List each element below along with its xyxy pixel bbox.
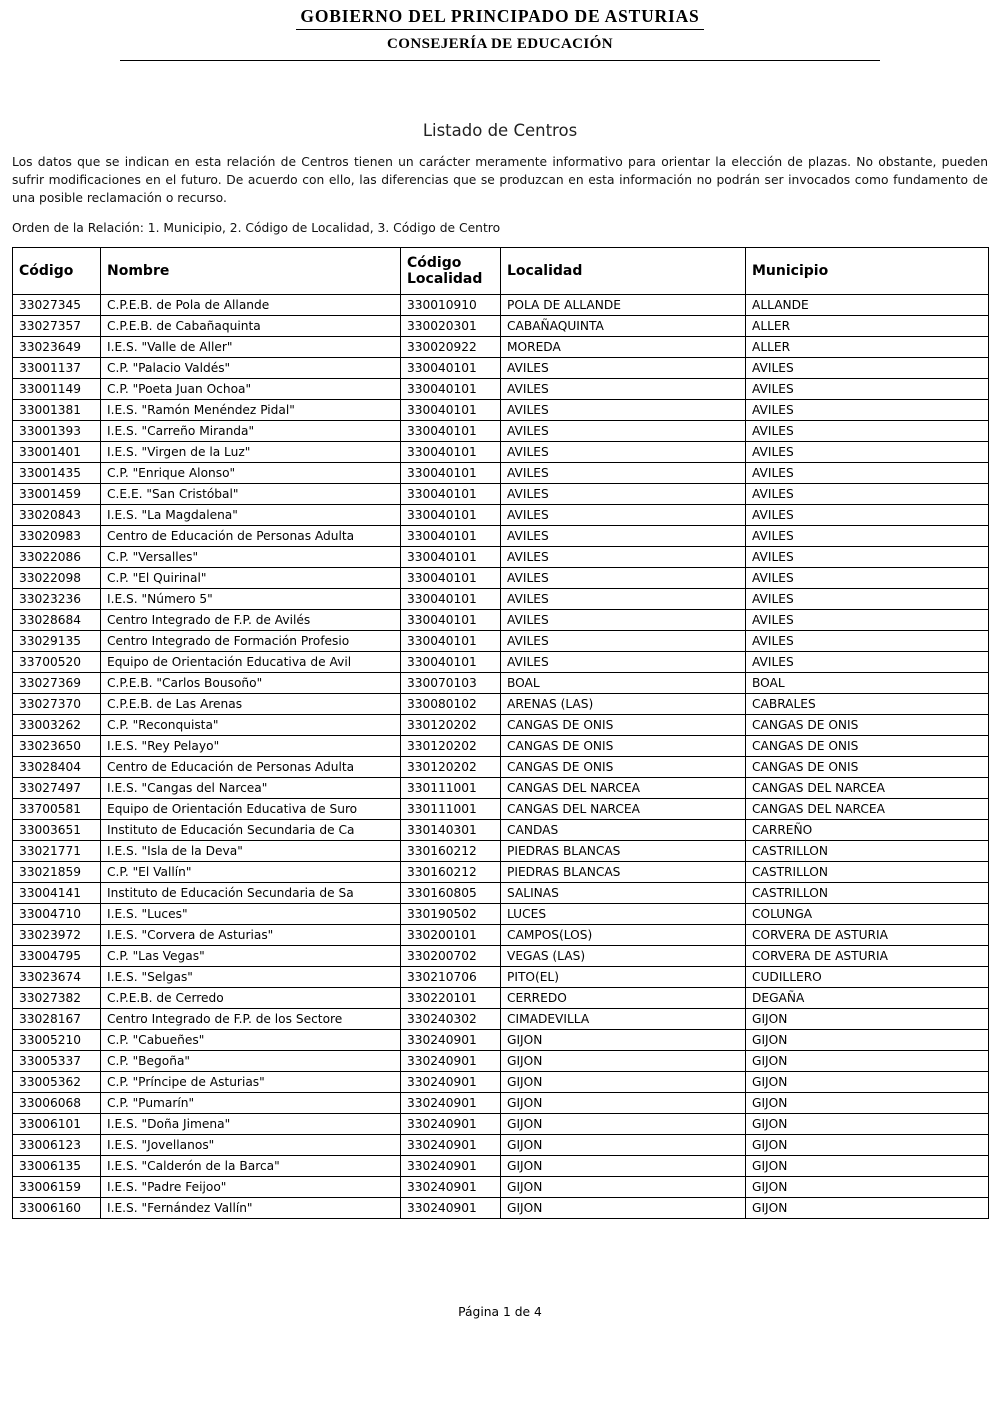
cell-codigo: 33005337 bbox=[13, 1051, 101, 1072]
cell-localidad: AVILES bbox=[501, 484, 746, 505]
table-row bbox=[13, 1030, 989, 1051]
table-row bbox=[13, 1072, 989, 1093]
cell-codigo: 33022086 bbox=[13, 547, 101, 568]
cell-localidad: GIJON bbox=[501, 1156, 746, 1177]
cell-codigo: 33001149 bbox=[13, 379, 101, 400]
table-row bbox=[13, 1009, 989, 1030]
cell-nombre: Instituto de Educación Secundaria de Ca bbox=[101, 820, 401, 841]
cell-codigo-localidad: 330240901 bbox=[401, 1093, 501, 1114]
table-row bbox=[13, 673, 989, 694]
cell-localidad: CANGAS DE ONIS bbox=[501, 757, 746, 778]
cell-codigo-localidad: 330111001 bbox=[401, 778, 501, 799]
cell-codigo-localidad: 330040101 bbox=[401, 568, 501, 589]
cell-nombre: I.E.S. "Selgas" bbox=[101, 967, 401, 988]
cell-codigo: 33027370 bbox=[13, 694, 101, 715]
cell-nombre: C.P.E.B. de Pola de Allande bbox=[101, 295, 401, 316]
cell-codigo-localidad: 330080102 bbox=[401, 694, 501, 715]
table-row bbox=[13, 1114, 989, 1135]
table-row bbox=[13, 904, 989, 925]
table-row bbox=[13, 547, 989, 568]
cell-codigo-localidad: 330160212 bbox=[401, 862, 501, 883]
cell-codigo: 33003651 bbox=[13, 820, 101, 841]
table-row bbox=[13, 652, 989, 673]
cell-codigo: 33005210 bbox=[13, 1030, 101, 1051]
cell-codigo-localidad: 330160212 bbox=[401, 841, 501, 862]
cell-municipio: AVILES bbox=[746, 505, 989, 526]
cell-nombre: I.E.S. "Luces" bbox=[101, 904, 401, 925]
cell-codigo: 33006135 bbox=[13, 1156, 101, 1177]
cell-localidad: AVILES bbox=[501, 631, 746, 652]
cell-municipio: AVILES bbox=[746, 631, 989, 652]
cell-codigo: 33023650 bbox=[13, 736, 101, 757]
table-row bbox=[13, 400, 989, 421]
cell-nombre: C.P. "El Quirinal" bbox=[101, 568, 401, 589]
cell-codigo-localidad: 330220101 bbox=[401, 988, 501, 1009]
cell-municipio: ALLER bbox=[746, 316, 989, 337]
cell-localidad: ARENAS (LAS) bbox=[501, 694, 746, 715]
page-footer: Página 1 de 4 bbox=[458, 1305, 542, 1319]
table-header bbox=[13, 248, 989, 295]
cell-nombre: C.P. "Palacio Valdés" bbox=[101, 358, 401, 379]
cell-municipio: AVILES bbox=[746, 442, 989, 463]
cell-codigo-localidad: 330160805 bbox=[401, 883, 501, 904]
cell-nombre: I.E.S. "La Magdalena" bbox=[101, 505, 401, 526]
table-row bbox=[13, 358, 989, 379]
cell-municipio: CUDILLERO bbox=[746, 967, 989, 988]
table-body bbox=[13, 295, 989, 1219]
table-row bbox=[13, 568, 989, 589]
cell-nombre: I.E.S. "Cangas del Narcea" bbox=[101, 778, 401, 799]
cell-localidad: AVILES bbox=[501, 610, 746, 631]
cell-codigo-localidad: 330040101 bbox=[401, 652, 501, 673]
cell-municipio: GIJON bbox=[746, 1177, 989, 1198]
cell-nombre: Instituto de Educación Secundaria de Sa bbox=[101, 883, 401, 904]
cell-municipio: GIJON bbox=[746, 1051, 989, 1072]
cell-codigo: 33006068 bbox=[13, 1093, 101, 1114]
cell-localidad: PIEDRAS BLANCAS bbox=[501, 862, 746, 883]
cell-municipio: AVILES bbox=[746, 400, 989, 421]
cell-localidad: AVILES bbox=[501, 652, 746, 673]
cell-nombre: Centro Integrado de F.P. de los Sectore bbox=[101, 1009, 401, 1030]
cell-municipio: CANGAS DEL NARCEA bbox=[746, 778, 989, 799]
column-header-codigo-localidad-line2: Localidad bbox=[407, 271, 483, 288]
cell-codigo: 33027382 bbox=[13, 988, 101, 1009]
letterhead-divider bbox=[120, 60, 880, 61]
cell-municipio: GIJON bbox=[746, 1009, 989, 1030]
order-line: Orden de la Relación: 1. Municipio, 2. Código de Localidad, 3. Código de Centro bbox=[12, 221, 501, 236]
cell-nombre: I.E.S. "Padre Feijoo" bbox=[101, 1177, 401, 1198]
cell-localidad: GIJON bbox=[501, 1072, 746, 1093]
cell-localidad: AVILES bbox=[501, 358, 746, 379]
cell-codigo-localidad: 330020301 bbox=[401, 316, 501, 337]
table-row bbox=[13, 1198, 989, 1219]
cell-codigo-localidad: 330240901 bbox=[401, 1030, 501, 1051]
cell-nombre: I.E.S. "Valle de Aller" bbox=[101, 337, 401, 358]
column-header-codigo-localidad-line1: Código bbox=[407, 255, 462, 272]
table-row bbox=[13, 883, 989, 904]
cell-codigo-localidad: 330040101 bbox=[401, 421, 501, 442]
cell-localidad: MOREDA bbox=[501, 337, 746, 358]
cell-codigo-localidad: 330040101 bbox=[401, 631, 501, 652]
cell-municipio: AVILES bbox=[746, 358, 989, 379]
cell-municipio: GIJON bbox=[746, 1072, 989, 1093]
table-row bbox=[13, 1177, 989, 1198]
cell-municipio: AVILES bbox=[746, 568, 989, 589]
intro-paragraph: Los datos que se indican en esta relación de Centros tienen un carácter meramente informativo para orientar la elección de plazas. No obstante, pueden sufrir modificaciones en el futuro. De acuerdo con ello, las diferencias que se produzcan en esta información no podrán ser invocados como fundamento de una posible reclamación o recurso. bbox=[12, 155, 988, 205]
cell-codigo: 33001381 bbox=[13, 400, 101, 421]
cell-localidad: AVILES bbox=[501, 379, 746, 400]
cell-localidad: AVILES bbox=[501, 568, 746, 589]
cell-codigo: 33006159 bbox=[13, 1177, 101, 1198]
cell-localidad: AVILES bbox=[501, 400, 746, 421]
cell-codigo: 33027357 bbox=[13, 316, 101, 337]
column-header-codigo: Código bbox=[13, 248, 101, 295]
cell-codigo-localidad: 330010910 bbox=[401, 295, 501, 316]
table-row bbox=[13, 1135, 989, 1156]
cell-municipio: CORVERA DE ASTURIA bbox=[746, 925, 989, 946]
cell-codigo-localidad: 330240901 bbox=[401, 1135, 501, 1156]
cell-municipio: AVILES bbox=[746, 421, 989, 442]
cell-nombre: C.P.E.B. de Las Arenas bbox=[101, 694, 401, 715]
cell-codigo: 33021771 bbox=[13, 841, 101, 862]
cell-codigo-localidad: 330200702 bbox=[401, 946, 501, 967]
table-row bbox=[13, 421, 989, 442]
cell-codigo-localidad: 330240901 bbox=[401, 1051, 501, 1072]
cell-localidad: VEGAS (LAS) bbox=[501, 946, 746, 967]
column-header-localidad: Localidad bbox=[501, 248, 746, 295]
cell-municipio: AVILES bbox=[746, 589, 989, 610]
cell-codigo-localidad: 330040101 bbox=[401, 547, 501, 568]
cell-codigo-localidad: 330020922 bbox=[401, 337, 501, 358]
cell-codigo: 33023972 bbox=[13, 925, 101, 946]
cell-municipio: CABRALES bbox=[746, 694, 989, 715]
cell-nombre: C.P.E.B. de Cabañaquinta bbox=[101, 316, 401, 337]
cell-localidad: CANGAS DE ONIS bbox=[501, 736, 746, 757]
cell-codigo-localidad: 330111001 bbox=[401, 799, 501, 820]
cell-localidad: PIEDRAS BLANCAS bbox=[501, 841, 746, 862]
cell-localidad: CAMPOS(LOS) bbox=[501, 925, 746, 946]
table-row bbox=[13, 1093, 989, 1114]
table-row bbox=[13, 862, 989, 883]
cell-codigo-localidad: 330040101 bbox=[401, 400, 501, 421]
cell-municipio: AVILES bbox=[746, 547, 989, 568]
cell-codigo-localidad: 330120202 bbox=[401, 757, 501, 778]
table-row bbox=[13, 337, 989, 358]
cell-localidad: GIJON bbox=[501, 1177, 746, 1198]
cell-municipio: BOAL bbox=[746, 673, 989, 694]
table-row bbox=[13, 631, 989, 652]
cell-municipio: CASTRILLON bbox=[746, 883, 989, 904]
cell-nombre: C.P. "El Vallín" bbox=[101, 862, 401, 883]
cell-municipio: AVILES bbox=[746, 463, 989, 484]
cell-nombre: Equipo de Orientación Educativa de Avil bbox=[101, 652, 401, 673]
cell-municipio: CANGAS DEL NARCEA bbox=[746, 799, 989, 820]
cell-codigo: 33006123 bbox=[13, 1135, 101, 1156]
cell-nombre: I.E.S. "Ramón Menéndez Pidal" bbox=[101, 400, 401, 421]
cell-codigo-localidad: 330240901 bbox=[401, 1072, 501, 1093]
cell-codigo: 33004795 bbox=[13, 946, 101, 967]
cell-municipio: CASTRILLON bbox=[746, 841, 989, 862]
cell-localidad: CANGAS DEL NARCEA bbox=[501, 778, 746, 799]
table-row bbox=[13, 736, 989, 757]
cell-municipio: CANGAS DE ONIS bbox=[746, 715, 989, 736]
cell-localidad: GIJON bbox=[501, 1135, 746, 1156]
cell-codigo: 33004141 bbox=[13, 883, 101, 904]
cell-codigo: 33004710 bbox=[13, 904, 101, 925]
cell-nombre: I.E.S. "Carreño Miranda" bbox=[101, 421, 401, 442]
cell-nombre: Centro Integrado de F.P. de Avilés bbox=[101, 610, 401, 631]
cell-nombre: I.E.S. "Número 5" bbox=[101, 589, 401, 610]
cell-codigo: 33021859 bbox=[13, 862, 101, 883]
cell-codigo-localidad: 330040101 bbox=[401, 526, 501, 547]
cell-localidad: AVILES bbox=[501, 463, 746, 484]
cell-codigo: 33027345 bbox=[13, 295, 101, 316]
cell-nombre: I.E.S. "Rey Pelayo" bbox=[101, 736, 401, 757]
cell-municipio: AVILES bbox=[746, 610, 989, 631]
cell-nombre: C.P. "Las Vegas" bbox=[101, 946, 401, 967]
table-row bbox=[13, 1156, 989, 1177]
cell-localidad: POLA DE ALLANDE bbox=[501, 295, 746, 316]
table-row bbox=[13, 316, 989, 337]
cell-localidad: GIJON bbox=[501, 1198, 746, 1219]
table-row bbox=[13, 715, 989, 736]
table-row bbox=[13, 778, 989, 799]
cell-codigo-localidad: 330240901 bbox=[401, 1177, 501, 1198]
cell-nombre: C.P. "Reconquista" bbox=[101, 715, 401, 736]
cell-codigo: 33005362 bbox=[13, 1072, 101, 1093]
cell-codigo: 33028167 bbox=[13, 1009, 101, 1030]
cell-codigo-localidad: 330240901 bbox=[401, 1198, 501, 1219]
cell-codigo-localidad: 330040101 bbox=[401, 463, 501, 484]
cell-codigo-localidad: 330040101 bbox=[401, 610, 501, 631]
cell-codigo: 33700581 bbox=[13, 799, 101, 820]
cell-codigo: 33001435 bbox=[13, 463, 101, 484]
table-row bbox=[13, 925, 989, 946]
cell-codigo-localidad: 330040101 bbox=[401, 589, 501, 610]
letterhead-government-line: GOBIERNO DEL PRINCIPADO DE ASTURIAS bbox=[296, 6, 703, 30]
cell-municipio: ALLER bbox=[746, 337, 989, 358]
table-row bbox=[13, 505, 989, 526]
cell-localidad: GIJON bbox=[501, 1114, 746, 1135]
cell-codigo: 33020843 bbox=[13, 505, 101, 526]
cell-nombre: C.P.E.B. "Carlos Bousoño" bbox=[101, 673, 401, 694]
cell-codigo: 33027497 bbox=[13, 778, 101, 799]
cell-codigo: 33001459 bbox=[13, 484, 101, 505]
cell-codigo-localidad: 330200101 bbox=[401, 925, 501, 946]
cell-localidad: GIJON bbox=[501, 1051, 746, 1072]
cell-localidad: AVILES bbox=[501, 526, 746, 547]
table-row bbox=[13, 988, 989, 1009]
cell-codigo: 33006101 bbox=[13, 1114, 101, 1135]
cell-municipio: AVILES bbox=[746, 652, 989, 673]
cell-municipio: DEGAÑA bbox=[746, 988, 989, 1009]
cell-codigo: 33028684 bbox=[13, 610, 101, 631]
table-row bbox=[13, 841, 989, 862]
cell-codigo-localidad: 330190502 bbox=[401, 904, 501, 925]
cell-localidad: AVILES bbox=[501, 547, 746, 568]
table-row bbox=[13, 484, 989, 505]
cell-codigo: 33023236 bbox=[13, 589, 101, 610]
cell-nombre: C.P. "Begoña" bbox=[101, 1051, 401, 1072]
cell-nombre: I.E.S. "Doña Jimena" bbox=[101, 1114, 401, 1135]
cell-codigo-localidad: 330040101 bbox=[401, 358, 501, 379]
cell-nombre: I.E.S. "Isla de la Deva" bbox=[101, 841, 401, 862]
cell-localidad: AVILES bbox=[501, 589, 746, 610]
cell-municipio: CANGAS DE ONIS bbox=[746, 736, 989, 757]
cell-nombre: C.P. "Enrique Alonso" bbox=[101, 463, 401, 484]
cell-codigo-localidad: 330120202 bbox=[401, 715, 501, 736]
cell-codigo: 33020983 bbox=[13, 526, 101, 547]
cell-localidad: BOAL bbox=[501, 673, 746, 694]
cell-localidad: GIJON bbox=[501, 1030, 746, 1051]
cell-codigo-localidad: 330240901 bbox=[401, 1114, 501, 1135]
cell-codigo-localidad: 330210706 bbox=[401, 967, 501, 988]
cell-localidad: AVILES bbox=[501, 442, 746, 463]
cell-codigo: 33006160 bbox=[13, 1198, 101, 1219]
cell-codigo: 33001137 bbox=[13, 358, 101, 379]
table-row bbox=[13, 694, 989, 715]
cell-nombre: I.E.S. "Virgen de la Luz" bbox=[101, 442, 401, 463]
cell-nombre: Centro de Educación de Personas Adulta bbox=[101, 526, 401, 547]
cell-localidad: CANGAS DE ONIS bbox=[501, 715, 746, 736]
cell-municipio: AVILES bbox=[746, 526, 989, 547]
cell-nombre: Equipo de Orientación Educativa de Suro bbox=[101, 799, 401, 820]
cell-nombre: I.E.S. "Corvera de Asturias" bbox=[101, 925, 401, 946]
cell-nombre: I.E.S. "Calderón de la Barca" bbox=[101, 1156, 401, 1177]
table-header-row bbox=[13, 248, 989, 295]
cell-codigo: 33028404 bbox=[13, 757, 101, 778]
cell-localidad: CANGAS DEL NARCEA bbox=[501, 799, 746, 820]
cell-localidad: GIJON bbox=[501, 1093, 746, 1114]
cell-localidad: CIMADEVILLA bbox=[501, 1009, 746, 1030]
cell-codigo: 33700520 bbox=[13, 652, 101, 673]
cell-localidad: AVILES bbox=[501, 505, 746, 526]
cell-municipio: CANGAS DE ONIS bbox=[746, 757, 989, 778]
column-header-nombre: Nombre bbox=[101, 248, 401, 295]
cell-codigo: 33001401 bbox=[13, 442, 101, 463]
cell-municipio: ALLANDE bbox=[746, 295, 989, 316]
cell-codigo-localidad: 330040101 bbox=[401, 379, 501, 400]
cell-municipio: COLUNGA bbox=[746, 904, 989, 925]
cell-nombre: Centro Integrado de Formación Profesio bbox=[101, 631, 401, 652]
cell-codigo-localidad: 330140301 bbox=[401, 820, 501, 841]
table-row bbox=[13, 526, 989, 547]
table-row bbox=[13, 757, 989, 778]
cell-nombre: I.E.S. "Fernández Vallín" bbox=[101, 1198, 401, 1219]
cell-nombre: C.P. "Cabueñes" bbox=[101, 1030, 401, 1051]
centros-table bbox=[12, 247, 989, 1219]
cell-codigo-localidad: 330040101 bbox=[401, 442, 501, 463]
cell-municipio: AVILES bbox=[746, 484, 989, 505]
cell-localidad: CANDAS bbox=[501, 820, 746, 841]
cell-municipio: GIJON bbox=[746, 1198, 989, 1219]
cell-nombre: C.P. "Pumarín" bbox=[101, 1093, 401, 1114]
cell-codigo: 33023649 bbox=[13, 337, 101, 358]
cell-municipio: GIJON bbox=[746, 1156, 989, 1177]
cell-municipio: CORVERA DE ASTURIA bbox=[746, 946, 989, 967]
cell-codigo-localidad: 330120202 bbox=[401, 736, 501, 757]
cell-nombre: C.P. "Príncipe de Asturias" bbox=[101, 1072, 401, 1093]
table-row bbox=[13, 463, 989, 484]
cell-nombre: C.P.E.B. de Cerredo bbox=[101, 988, 401, 1009]
cell-codigo: 33029135 bbox=[13, 631, 101, 652]
cell-municipio: CASTRILLON bbox=[746, 862, 989, 883]
letterhead-department-line: CONSEJERÍA DE EDUCACIÓN bbox=[387, 36, 613, 52]
table-row bbox=[13, 295, 989, 316]
cell-nombre: I.E.S. "Jovellanos" bbox=[101, 1135, 401, 1156]
cell-codigo-localidad: 330040101 bbox=[401, 484, 501, 505]
cell-municipio: GIJON bbox=[746, 1114, 989, 1135]
cell-codigo-localidad: 330040101 bbox=[401, 505, 501, 526]
cell-nombre: C.P. "Poeta Juan Ochoa" bbox=[101, 379, 401, 400]
cell-localidad: AVILES bbox=[501, 421, 746, 442]
cell-localidad: CABAÑAQUINTA bbox=[501, 316, 746, 337]
cell-nombre: C.E.E. "San Cristóbal" bbox=[101, 484, 401, 505]
column-header-municipio: Municipio bbox=[746, 248, 989, 295]
table-row bbox=[13, 379, 989, 400]
cell-nombre: C.P. "Versalles" bbox=[101, 547, 401, 568]
cell-localidad: LUCES bbox=[501, 904, 746, 925]
cell-codigo-localidad: 330240302 bbox=[401, 1009, 501, 1030]
cell-codigo: 33023674 bbox=[13, 967, 101, 988]
table-row bbox=[13, 1051, 989, 1072]
cell-codigo: 33022098 bbox=[13, 568, 101, 589]
cell-municipio: CARREÑO bbox=[746, 820, 989, 841]
cell-municipio: GIJON bbox=[746, 1030, 989, 1051]
letterhead bbox=[12, 0, 988, 61]
cell-municipio: GIJON bbox=[746, 1135, 989, 1156]
table-row bbox=[13, 589, 989, 610]
cell-localidad: SALINAS bbox=[501, 883, 746, 904]
table-row bbox=[13, 946, 989, 967]
cell-municipio: AVILES bbox=[746, 379, 989, 400]
cell-codigo: 33003262 bbox=[13, 715, 101, 736]
table-row bbox=[13, 820, 989, 841]
cell-codigo: 33027369 bbox=[13, 673, 101, 694]
cell-localidad: CERREDO bbox=[501, 988, 746, 1009]
table-row bbox=[13, 967, 989, 988]
cell-localidad: PITO(EL) bbox=[501, 967, 746, 988]
cell-codigo-localidad: 330240901 bbox=[401, 1156, 501, 1177]
cell-nombre: Centro de Educación de Personas Adulta bbox=[101, 757, 401, 778]
column-header-codigo-localidad bbox=[401, 248, 501, 295]
page-title: Listado de Centros bbox=[422, 121, 578, 140]
table-row bbox=[13, 610, 989, 631]
table-row bbox=[13, 442, 989, 463]
cell-municipio: GIJON bbox=[746, 1093, 989, 1114]
cell-codigo: 33001393 bbox=[13, 421, 101, 442]
cell-codigo-localidad: 330070103 bbox=[401, 673, 501, 694]
table-row bbox=[13, 799, 989, 820]
